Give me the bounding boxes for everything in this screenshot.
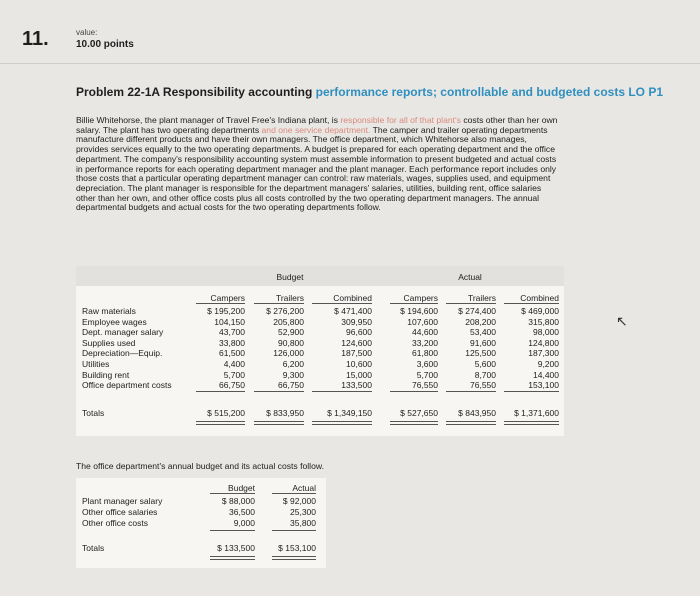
cell-value: 66,750 [278, 380, 304, 391]
office-row-label: Plant manager salary [82, 496, 163, 506]
cell-value: 52,900 [278, 327, 304, 338]
double-underline [446, 424, 496, 425]
problem-title [76, 85, 663, 99]
office-cell-value: $ 92,000 [282, 496, 316, 506]
double-underline [196, 424, 245, 425]
row-label: Building rent [82, 369, 130, 380]
cell-value: 61,500 [219, 348, 245, 359]
office-total-value: $ 153,100 [278, 543, 316, 553]
col-underline [504, 303, 559, 304]
cell-value: 9,300 [282, 369, 304, 380]
cell-value: 6,200 [282, 359, 304, 369]
cell-value: 124,800 [528, 337, 559, 348]
cell-value: 76,550 [412, 380, 438, 391]
actual-group-header: Actual [458, 272, 482, 282]
paragraph-part-faded: responsible for all of that plant's [340, 115, 461, 125]
cell-value: $ 471,400 [334, 306, 372, 316]
total-value: $ 1,349,150 [327, 408, 372, 418]
cell-value: 91,600 [470, 337, 496, 348]
office-cell-value: 9,000 [233, 518, 255, 528]
col-underline [390, 303, 438, 304]
col-header: Combined [333, 293, 372, 303]
cell-value: 10,600 [346, 359, 372, 369]
cell-value: 153,100 [528, 380, 559, 391]
paragraph-part: The camper and trailer operating departments manufacture different products and have their own managers. The office department, which Whitehorse also manages, provides services equally to the two operating departments. A budget is prepared for each operating department and the office department. The company's responsibility accounting system must assemble information to present budgeted and actual costs in performance reports for each operating department manager and the plant manager. Each performance report includes only those costs that a particular operating department manager can control: raw materials, wages, supplies used, and equipment depreciation. The plant manager is responsible for the department managers' salaries, utilities, building rent, office salaries other than her own, and other office costs plus all costs controlled by the two operating department managers. The annual departmental budgets and actual costs for the two operating departments follow. [76, 124, 557, 213]
office-col-header: Actual [292, 483, 316, 493]
problem-description [76, 116, 561, 213]
cell-value: 15,000 [346, 369, 372, 380]
col-underline [312, 303, 372, 304]
problem-title-highlight: performance reports; controllable and budgeted costs LO P1 [315, 85, 664, 99]
cell-value: 107,600 [407, 316, 438, 327]
total-value: $ 1,371,600 [514, 408, 559, 418]
subtotal-line [504, 391, 559, 392]
cell-value: 76,550 [470, 380, 496, 391]
col-header: Campers [403, 293, 438, 303]
cell-value: 309,950 [341, 316, 372, 327]
double-underline [196, 421, 245, 422]
office-col-header: Budget [228, 483, 255, 493]
cell-value: 43,700 [219, 327, 245, 338]
cell-value: 44,600 [412, 327, 438, 338]
double-underline [504, 421, 559, 422]
cell-value: 126,000 [273, 348, 304, 359]
office-intro: The office department's annual budget and its actual costs follow. [76, 461, 324, 471]
cell-value: 133,500 [341, 380, 372, 391]
total-value: $ 843,950 [458, 408, 496, 418]
cell-value: 5,700 [416, 369, 438, 380]
double-underline [446, 421, 496, 422]
subtotal-line [210, 530, 255, 531]
subtotal-line [312, 391, 372, 392]
col-underline [196, 303, 245, 304]
totals-label: Totals [82, 408, 105, 418]
cell-value: 33,200 [412, 337, 438, 348]
row-label: Depreciation—Equip. [82, 348, 163, 359]
row-label: Office department costs [82, 380, 172, 391]
row-label: Supplies used [82, 337, 136, 348]
col-underline [254, 303, 304, 304]
cell-value: 124,600 [341, 337, 372, 348]
double-underline [254, 421, 304, 422]
mouse-cursor-icon: ↖ [616, 313, 628, 329]
double-underline [312, 421, 372, 422]
cell-value: $ 195,200 [207, 306, 245, 316]
cell-value: $ 194,600 [400, 306, 438, 316]
cell-value: 315,800 [528, 316, 559, 327]
double-underline [312, 424, 372, 425]
total-value: $ 527,650 [400, 408, 438, 418]
office-cell-value: 25,300 [290, 507, 316, 517]
cell-value: 5,700 [223, 369, 245, 380]
cell-value: 14,400 [533, 369, 559, 380]
double-underline [390, 424, 438, 425]
paragraph-part: costs other than her own salary. The plant has two operating departments [76, 115, 558, 135]
question-number: 11. [22, 28, 49, 50]
office-totals-label: Totals [82, 543, 105, 553]
cell-value: 96,600 [346, 327, 372, 338]
total-value: $ 833,950 [266, 408, 304, 418]
double-underline [390, 421, 438, 422]
row-label: Dept. manager salary [82, 327, 164, 338]
cell-value: $ 469,000 [521, 306, 559, 316]
total-value: $ 515,200 [207, 408, 245, 418]
cell-value: 53,400 [470, 327, 496, 338]
double-underline [210, 556, 255, 557]
cell-value: 9,200 [537, 359, 559, 369]
row-label: Employee wages [82, 316, 147, 327]
office-cell-value: 36,500 [229, 507, 255, 517]
office-row-label: Other office costs [82, 518, 148, 528]
subtotal-line [196, 391, 245, 392]
cell-value: 205,800 [273, 316, 304, 327]
office-total-value: $ 133,500 [217, 543, 255, 553]
value-label: value: [76, 28, 98, 37]
col-underline [210, 493, 255, 494]
col-header: Trailers [275, 293, 304, 303]
cell-value: 3,600 [416, 359, 438, 369]
office-cell-value: $ 88,000 [221, 496, 255, 506]
col-header: Trailers [467, 293, 496, 303]
cell-value: 125,500 [465, 348, 496, 359]
double-underline [504, 424, 559, 425]
problem-title-prefix: Problem 22-1A Responsibility accounting [76, 85, 316, 99]
subtotal-line [446, 391, 496, 392]
col-header: Campers [210, 293, 245, 303]
points-value: 10.00 points [76, 39, 134, 50]
cell-value: 187,300 [528, 348, 559, 359]
cell-value: $ 274,400 [458, 306, 496, 316]
double-underline [272, 559, 316, 560]
paragraph-part-faded: and one service department. [261, 124, 371, 135]
cell-value: 5,600 [474, 359, 496, 369]
office-row-label: Other office salaries [82, 507, 158, 517]
cell-value: 61,800 [412, 348, 438, 359]
cell-value: 66,750 [219, 380, 245, 391]
budget-group-header: Budget [276, 272, 304, 282]
col-underline [272, 493, 316, 494]
double-underline [272, 556, 316, 557]
cell-value: 208,200 [465, 316, 496, 327]
cell-value: $ 276,200 [266, 306, 304, 316]
divider [0, 63, 700, 64]
double-underline [254, 424, 304, 425]
cell-value: 33,800 [219, 337, 245, 348]
col-header: Combined [520, 293, 559, 303]
subtotal-line [272, 530, 316, 531]
col-underline [446, 303, 496, 304]
row-label: Raw materials [82, 306, 136, 316]
office-cell-value: 35,800 [290, 518, 316, 528]
cell-value: 4,400 [223, 359, 245, 369]
subtotal-line [390, 391, 438, 392]
cell-value: 98,000 [533, 327, 559, 338]
cell-value: 90,800 [278, 337, 304, 348]
cell-value: 104,150 [214, 316, 245, 327]
paragraph-part: Billie Whitehorse, the plant manager of Travel Free's Indiana plant, is [76, 115, 341, 125]
row-label: Utilities [82, 359, 110, 369]
cell-value: 8,700 [474, 369, 496, 380]
cell-value: 187,500 [341, 348, 372, 359]
subtotal-line [254, 391, 304, 392]
double-underline [210, 559, 255, 560]
